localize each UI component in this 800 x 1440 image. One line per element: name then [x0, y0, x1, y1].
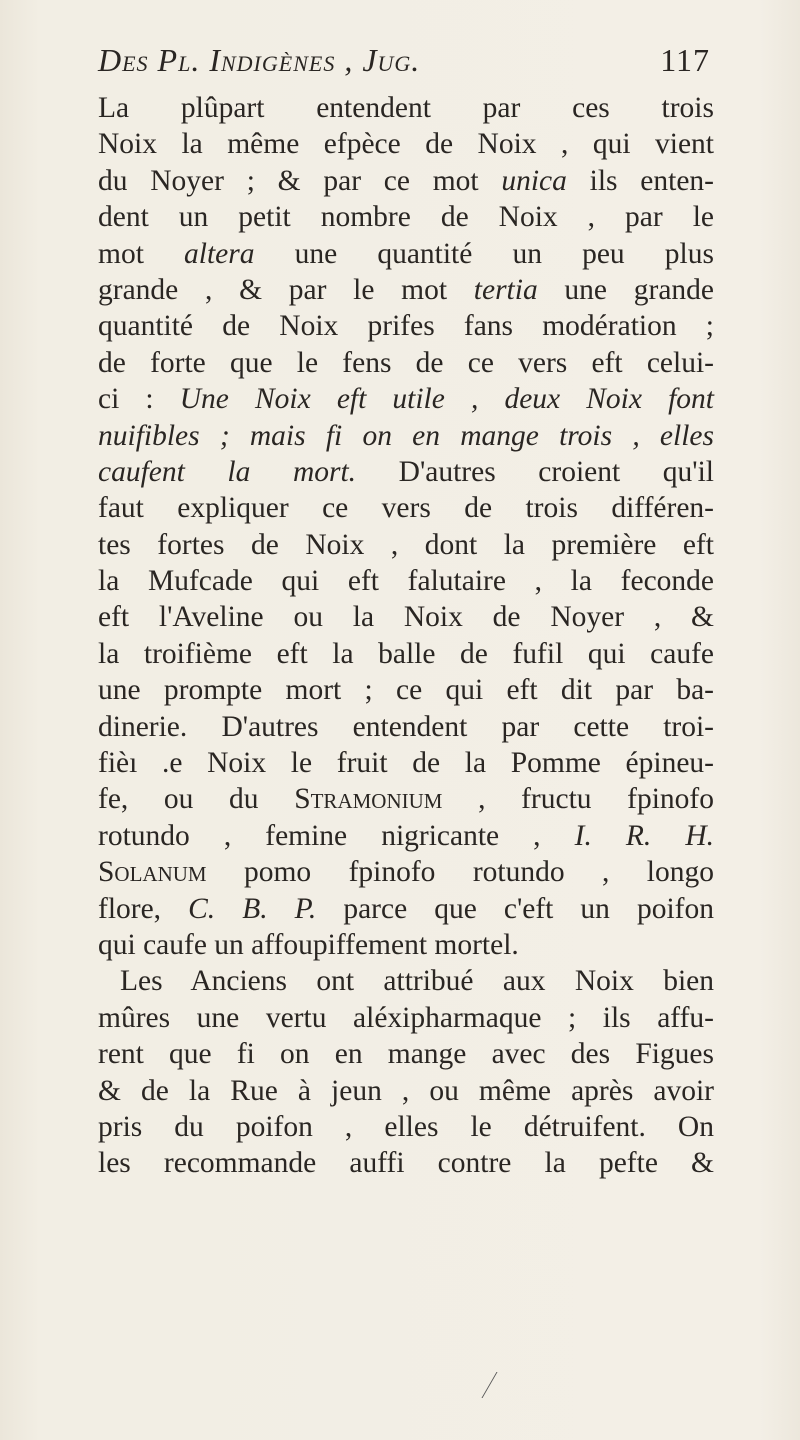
running-title: Des Pl. Indigènes , Jug.: [98, 42, 421, 78]
text-line: [98, 1000, 714, 1036]
text-span: qui caufe un affoupiffement mortel.: [98, 928, 519, 961]
text-line: [98, 454, 714, 490]
text-line: [98, 418, 714, 454]
text-span: mot: [98, 237, 185, 270]
text-line: [98, 672, 714, 708]
text-span: & de la Rue à jeun , ou même après avoir: [98, 1074, 714, 1107]
text-span: tes fortes de Noix , dont la première eft: [98, 528, 714, 561]
italic-span: I. R. H.: [574, 819, 714, 852]
italic-span: Une Noix eft utile , deux Noix font: [179, 383, 714, 416]
text-span: ci :: [98, 383, 180, 416]
text-span: de forte que le fens de ce vers eft celui-: [98, 346, 714, 379]
text-line: [98, 599, 714, 635]
text-span: les recommande auffi contre la pefte &: [98, 1147, 714, 1180]
text-span: Noix la même efpèce de Noix , qui vient: [98, 128, 714, 161]
text-span: fe, ou du: [98, 783, 295, 816]
italic-span: tertia: [473, 273, 538, 306]
text-line: [98, 963, 714, 999]
text-line: [98, 745, 714, 781]
text-span: D'autres croient qu'il: [356, 455, 714, 488]
text-span: du Noyer ; & par ce mot: [98, 164, 502, 197]
text-span: dinerie. D'autres entendent par cette troi-: [98, 710, 714, 743]
text-span: eft l'Aveline ou la Noix de Noyer , &: [98, 601, 714, 634]
text-span: une grande: [537, 273, 715, 306]
text-span: rotundo , femine nigricante ,: [98, 819, 575, 852]
text-span: la troifième eft la balle de fufil qui caufe: [98, 637, 714, 670]
text-span: , fructu fpinofo: [442, 783, 715, 816]
text-span: faut expliquer ce vers de trois différen-: [98, 492, 714, 525]
text-line: [98, 563, 714, 599]
text-line: [98, 636, 714, 672]
text-span: mûres une vertu aléxipharmaque ; ils affu-: [98, 1001, 714, 1034]
text-line: [98, 126, 714, 162]
text-span: une prompte mort ; ce qui eft dit par ba-: [98, 674, 714, 707]
text-line: [98, 818, 714, 854]
text-line: [98, 90, 714, 126]
text-span: ils enten-: [566, 164, 714, 197]
text-line: [98, 345, 714, 381]
text-span: pomo fpinofo rotundo , longo: [206, 856, 714, 889]
text-line: [98, 891, 714, 927]
text-line: [98, 490, 714, 526]
text-span: parce que c'eft un poifon: [316, 892, 714, 925]
text-line: [98, 527, 714, 563]
small-caps-span: Stramonium: [294, 783, 443, 816]
italic-span: C. B. P.: [188, 892, 317, 925]
text-span: Les Anciens ont attribué aux Noix bien: [120, 965, 714, 998]
text-line: [98, 854, 714, 890]
page-number: 117: [660, 42, 710, 78]
text-line: [98, 927, 714, 963]
italic-span: unica: [501, 164, 567, 197]
text-line: [98, 781, 714, 817]
text-line: [98, 199, 714, 235]
text-line: [98, 163, 714, 199]
small-caps-span: Solanum: [98, 856, 207, 889]
text-span: une quantité un peu plus: [254, 237, 714, 270]
text-line: [98, 272, 714, 308]
text-span: la Mufcade qui eft falutaire , la feconde: [98, 565, 714, 598]
text-span: quantité de Noix prifes fans modération ;: [98, 310, 714, 343]
text-span: flore,: [98, 892, 189, 925]
text-span: grande , & par le mot: [98, 273, 474, 306]
text-line: [98, 308, 714, 344]
text-line: [98, 381, 714, 417]
ink-mark: [469, 1372, 497, 1398]
text-span: dent un petit nombre de Noix , par le: [98, 201, 714, 234]
italic-span: caufent la mort.: [98, 455, 357, 488]
page-header: [98, 42, 710, 92]
text-span: pris du poifon , elles le détruifent. On: [98, 1110, 714, 1143]
text-line: [98, 236, 714, 272]
text-line: [98, 1073, 714, 1109]
text-line: [98, 1036, 714, 1072]
italic-span: nuifibles ; mais fi on en mange trois , elles: [98, 419, 714, 452]
text-span: La plûpart entendent par ces trois: [98, 92, 714, 124]
text-line: [98, 709, 714, 745]
italic-span: altera: [184, 237, 255, 270]
text-line: [98, 1145, 714, 1181]
paragraph-1: [98, 90, 714, 963]
text-span: rent que fi on en mange avec des Figues: [98, 1038, 714, 1071]
paragraph-2: [98, 963, 714, 1181]
text-span: fièı .e Noix le fruit de la Pomme épineu-: [98, 747, 714, 780]
text-line: [98, 1109, 714, 1145]
body-text: [98, 90, 714, 1182]
